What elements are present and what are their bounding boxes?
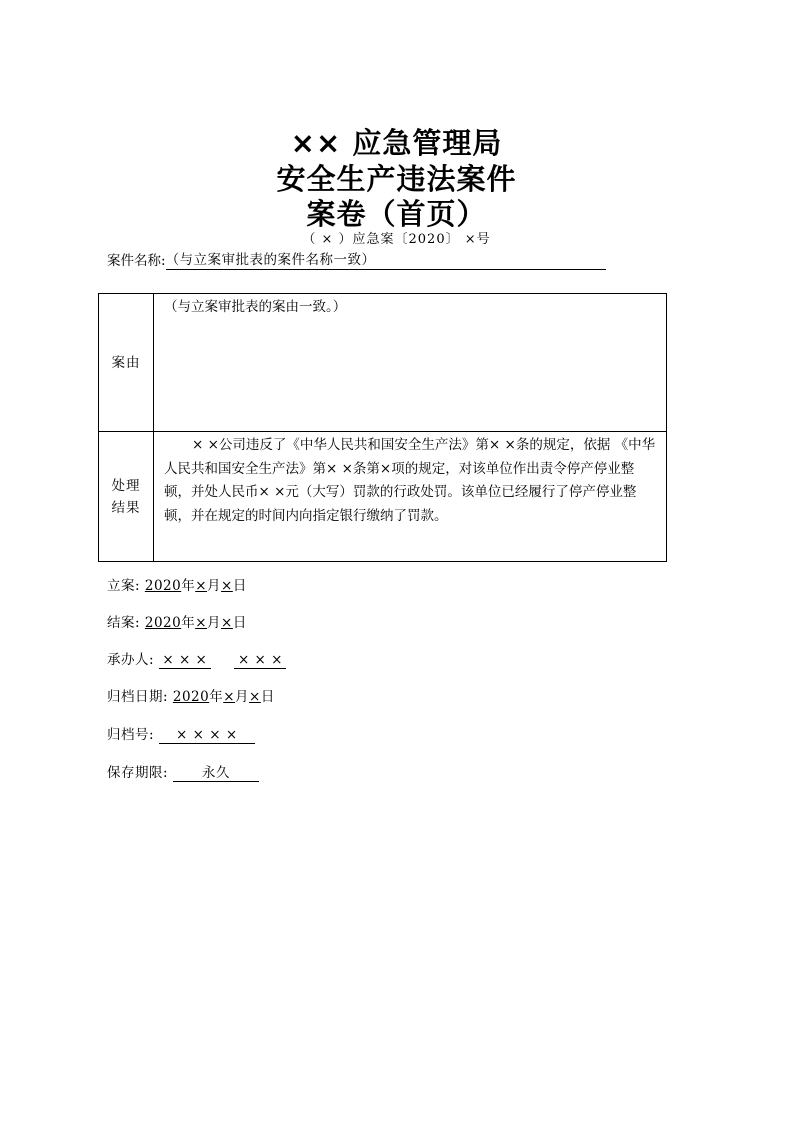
closing-day: × xyxy=(221,615,233,631)
case-reason-label xyxy=(99,294,154,432)
closing-month-unit: 月 xyxy=(207,615,222,631)
archive-year-unit: 年 xyxy=(209,689,224,705)
filing-day-unit: 日 xyxy=(232,578,247,594)
archive-day: × xyxy=(249,689,261,705)
document-title: 安全生产违法案件 xyxy=(276,162,517,196)
archive-day-unit: 日 xyxy=(260,689,275,705)
closing-month: × xyxy=(195,615,208,631)
archive-number-label: 归档号: xyxy=(107,727,155,743)
closing-date-row xyxy=(107,614,247,632)
handling-result-label-line1: 处理 xyxy=(111,477,141,494)
handler-1: × × × xyxy=(159,652,211,669)
retention-row xyxy=(107,764,259,782)
filing-year: 2020 xyxy=(144,578,182,594)
case-table xyxy=(98,293,667,562)
archive-number-row xyxy=(107,726,255,744)
filing-date-row xyxy=(107,577,247,595)
filing-month-unit: 月 xyxy=(207,578,222,594)
handlers-row xyxy=(107,651,286,669)
case-reason-content: （与立案审批表的案由一致。） xyxy=(154,294,667,432)
handlers-label: 承办人: xyxy=(107,652,155,668)
retention-label: 保存期限: xyxy=(107,765,169,781)
archive-month: × xyxy=(223,689,236,705)
filing-year-unit: 年 xyxy=(181,578,196,594)
case-name-row xyxy=(107,252,606,270)
authority-title: ×× 应急管理局 xyxy=(290,126,503,160)
case-name-label: 案件名称: xyxy=(107,253,166,269)
archive-number-value: × × × × xyxy=(159,727,255,744)
closing-date-label: 结案: xyxy=(107,615,141,631)
retention-value: 永久 xyxy=(173,765,259,782)
archive-month-unit: 月 xyxy=(235,689,250,705)
filing-month: × xyxy=(195,578,208,594)
handling-result-text: × ×公司违反了《中华人民共和国安全生产法》第× ×条的规定，依据 《中华人民共和国安全生产法》第× ×条第×项的规定，对该单位作出责令停产停业整顿，并处人民币× ×元（大写）罚款的行政处罚。该单位已经履行了停产停业整顿，并在规定的时间内向指定银行缴纳了罚款。 xyxy=(164,437,656,524)
handling-result-label xyxy=(99,432,154,562)
closing-day-unit: 日 xyxy=(232,615,247,631)
archive-date-label: 归档日期: xyxy=(107,689,169,705)
archive-year: 2020 xyxy=(172,689,210,705)
archive-date-row xyxy=(107,688,275,706)
case-reason-label-text: 案由 xyxy=(111,354,141,371)
document-subtitle: 案卷（首页） xyxy=(306,197,487,231)
handling-result-label-line2: 结果 xyxy=(111,499,141,516)
handler-2: × × × xyxy=(234,652,286,669)
case-name-value: （与立案审批表的案件名称一致） xyxy=(166,252,606,270)
closing-year-unit: 年 xyxy=(181,615,196,631)
filing-day: × xyxy=(221,578,233,594)
handling-result-row xyxy=(99,432,667,562)
handling-result-content xyxy=(154,432,667,562)
case-reason-row xyxy=(99,294,667,432)
filing-date-label: 立案: xyxy=(107,578,141,594)
document-number: （ × ）应急案〔2020〕 ×号 xyxy=(302,232,491,247)
closing-year: 2020 xyxy=(144,615,182,631)
